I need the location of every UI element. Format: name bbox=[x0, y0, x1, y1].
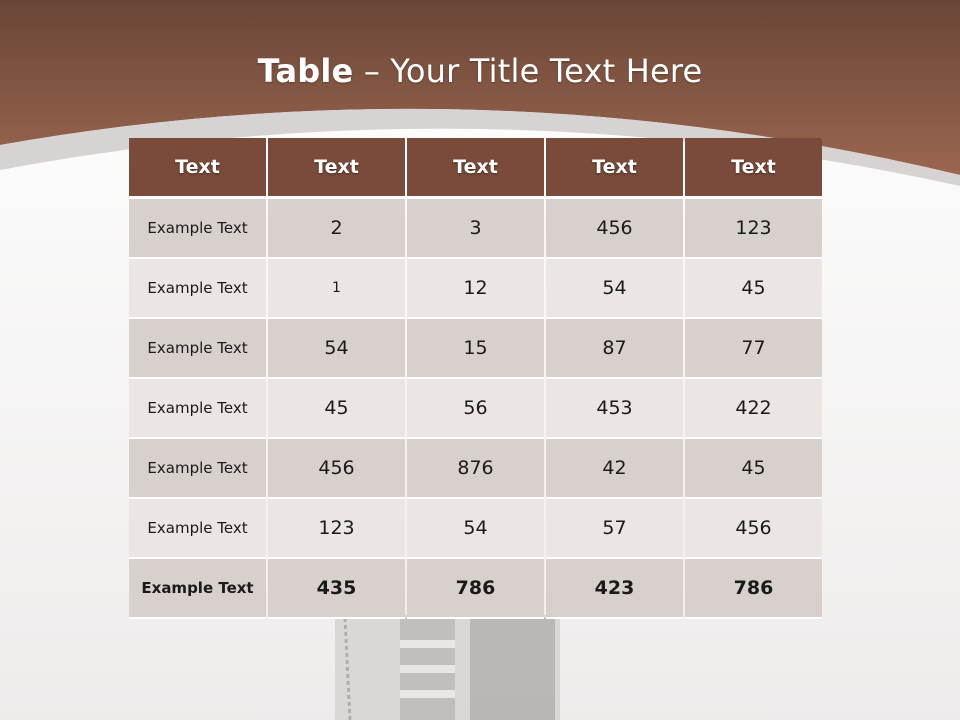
header-cell: Text bbox=[546, 138, 683, 199]
table-cell: 453 bbox=[546, 379, 683, 439]
table-cell: 87 bbox=[546, 319, 683, 379]
table-cell: 1 bbox=[268, 259, 405, 319]
table-cell: 422 bbox=[685, 379, 822, 439]
table-cell: 786 bbox=[685, 559, 822, 619]
row-label: Example Text bbox=[129, 439, 266, 499]
table-cell: 56 bbox=[407, 379, 544, 439]
header-cell: Text bbox=[268, 138, 405, 199]
header-cell: Text bbox=[685, 138, 822, 199]
table-cell: 456 bbox=[546, 199, 683, 259]
table-row bbox=[129, 499, 822, 559]
row-label: Example Text bbox=[129, 319, 266, 379]
row-label: Example Text bbox=[129, 379, 266, 439]
table-cell: 45 bbox=[685, 439, 822, 499]
table-cell: 456 bbox=[268, 439, 405, 499]
table-cell: 45 bbox=[685, 259, 822, 319]
table-cell: 456 bbox=[685, 499, 822, 559]
table-header-row bbox=[129, 138, 822, 199]
table-cell: 2 bbox=[268, 199, 405, 259]
table-cell: 57 bbox=[546, 499, 683, 559]
table-row-total bbox=[129, 559, 822, 619]
row-label: Example Text bbox=[129, 559, 266, 619]
table-row bbox=[129, 319, 822, 379]
row-label: Example Text bbox=[129, 259, 266, 319]
table-cell: 77 bbox=[685, 319, 822, 379]
table-cell: 3 bbox=[407, 199, 544, 259]
table-cell: 123 bbox=[685, 199, 822, 259]
table-cell: 786 bbox=[407, 559, 544, 619]
table-row bbox=[129, 199, 822, 259]
table-cell: 123 bbox=[268, 499, 405, 559]
header-cell: Text bbox=[407, 138, 544, 199]
table-row bbox=[129, 379, 822, 439]
table-cell: 12 bbox=[407, 259, 544, 319]
table-row bbox=[129, 259, 822, 319]
table-cell: 435 bbox=[268, 559, 405, 619]
table-row bbox=[129, 439, 822, 499]
table-cell: 54 bbox=[407, 499, 544, 559]
table-cell: 54 bbox=[268, 319, 405, 379]
table-cell: 876 bbox=[407, 439, 544, 499]
table-cell: 45 bbox=[268, 379, 405, 439]
title-bold: Table bbox=[257, 52, 354, 90]
slide-title bbox=[0, 52, 960, 90]
table-cell: 15 bbox=[407, 319, 544, 379]
table-cell: 42 bbox=[546, 439, 683, 499]
background-photo-hint bbox=[335, 615, 560, 720]
title-rest: – Your Title Text Here bbox=[353, 52, 703, 90]
table-cell: 423 bbox=[546, 559, 683, 619]
table-cell: 54 bbox=[546, 259, 683, 319]
data-table bbox=[127, 138, 824, 619]
row-label: Example Text bbox=[129, 199, 266, 259]
header-cell: Text bbox=[129, 138, 266, 199]
row-label: Example Text bbox=[129, 499, 266, 559]
